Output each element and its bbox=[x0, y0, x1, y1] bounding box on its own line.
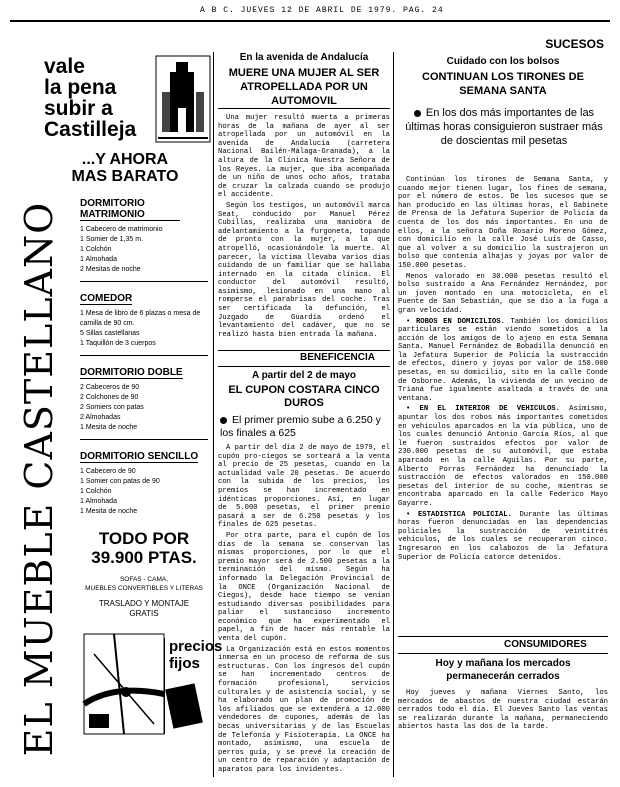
price-tag-icon bbox=[165, 683, 203, 728]
article-body bbox=[398, 689, 608, 775]
consumidores-rule bbox=[398, 636, 608, 637]
ad-extras bbox=[80, 575, 208, 593]
tagline-line: MAS BARATO bbox=[71, 168, 179, 185]
andalucia-article bbox=[218, 52, 390, 339]
ad-group-item: 1 Mesita de noche bbox=[80, 508, 138, 515]
ad-group-title: COMEDOR bbox=[80, 293, 133, 304]
ad-group-item: 2 Almohadas bbox=[80, 414, 121, 421]
ad-divider bbox=[80, 439, 208, 440]
ad-group-item: 1 Cabecero de 90 bbox=[80, 468, 136, 475]
column-rule-2 bbox=[393, 52, 394, 777]
ad-group-item: 1 Taquillón de 3 cuerpos bbox=[80, 340, 156, 347]
article-subhead bbox=[398, 106, 608, 148]
slogan-line: la pena bbox=[44, 76, 117, 99]
ad-group-item: 1 Colchón bbox=[80, 488, 112, 495]
paragraph-text: Durante las últimas horas fueron denunciadas en las dependencias policiales la sustracción de veintitrés vehículos, de los cuales se recuperaron cinco. Ingresaron en los calabozos de la Jefatura Superior de Policía catorce detenidos. bbox=[398, 510, 609, 562]
paragraph-text: También los domicilios particulares se están viendo sometidos a la acción de los amigos de lo ajeno en esta Semana Santa. Manuel Fernández de Bobadilla denunció en la Jefatura Superior de Policía la sustracción de efectos, dinero y joyas por valor de 150.000 pesetas, en su domicilio, sito en la calle Conde de Osborne. Además, la vivienda de un vecino de Triana fue igualmente asaltada a través de una ventana. bbox=[398, 317, 608, 403]
ad-group-title: DORMITORIO SENCILLO bbox=[80, 451, 199, 462]
paragraph-lead: • EN EL INTERIOR DE VEHICULOS. bbox=[406, 405, 560, 414]
article-subhead bbox=[218, 414, 390, 440]
ad-group-item: 1 Mesita de noche bbox=[80, 424, 138, 431]
consumidores-tag: CONSUMIDORES bbox=[504, 639, 587, 650]
paragraph-lead: • ESTADISTICA POLICIAL. bbox=[406, 510, 512, 519]
ad-group-item: 1 Mesa de libro de 6 plazas o mesa de camilla de 90 cm. bbox=[80, 310, 201, 327]
beneficencia-article bbox=[218, 370, 390, 775]
extras-line: SOFAS - CAMA, bbox=[119, 576, 169, 583]
article-headline: EL CUPON COSTARA CINCO DUROS bbox=[228, 384, 380, 409]
furniture-ad bbox=[14, 46, 223, 757]
slogan-line: subir a bbox=[44, 97, 113, 120]
body-paragraph bbox=[398, 405, 608, 508]
ad-group-item: 1 Cabecero de matrimonio bbox=[80, 226, 163, 233]
ad-group-item: 2 Mesitas de noche bbox=[80, 266, 141, 273]
article-body bbox=[398, 176, 608, 632]
bullet-icon bbox=[220, 417, 227, 424]
precios-line: precios bbox=[169, 638, 223, 655]
subhead-text: El primer premio sube a 6.250 y los finales a 625 bbox=[220, 414, 381, 439]
transport-line: TRASLADO Y MONTAJE bbox=[98, 599, 190, 608]
ad-group-item: 2 Colchones de 90 bbox=[80, 394, 139, 401]
ad-group-title: DORMITORIO MATRIMONIO bbox=[80, 198, 180, 221]
ad-group-item: 1 Almohada bbox=[80, 498, 117, 505]
ad-price bbox=[80, 529, 208, 567]
ad-divider bbox=[80, 355, 208, 356]
beneficencia-rule bbox=[218, 366, 390, 367]
ad-group bbox=[80, 198, 208, 275]
ad-group-item: 2 Cabeceros de 90 bbox=[80, 384, 140, 391]
subhead-text: En los dos más importantes de las últimas horas consiguieron sustraer más de doscientas mil pesetas bbox=[405, 107, 603, 147]
tagline-line: ...Y AHORA bbox=[81, 151, 169, 168]
paragraph-lead-text: ESTADISTICA POLICIAL. bbox=[417, 510, 512, 519]
cuidado-article bbox=[398, 56, 608, 634]
precios-box bbox=[164, 638, 223, 734]
body-paragraph: Según los testigos, un automóvil marca Seat, conducido por Manuel Pérez Cubillas, realizaba una maniobra de adelantamiento a la furgoneta, topando de pronto con la mujer, a la que atropelló, ocasionándole la muerte. Al parecer, la víctima llevaba varios días cuidando de un familiar que se hallaba internado en la citada clínica. El conductor del automóvil resultó, asimismo, lesionado en una mano al romperse el parabrisas del coche. Tras ser certificada la defunción, el Juzgado de Guardia ordenó el levantamiento del cadáver, que no se realizó hasta bien entrada la mañana. bbox=[218, 201, 390, 339]
ad-tagline bbox=[40, 151, 210, 185]
ad-group-item: 1 Somier de 1,35 m. bbox=[80, 236, 144, 243]
beneficencia-tag: BENEFICENCIA bbox=[300, 352, 376, 363]
ad-group-item: 1 Somier con patas de 90 bbox=[80, 478, 160, 485]
article-kicker: Cuidado con los bolsos bbox=[446, 56, 560, 67]
price-line: TODO POR bbox=[98, 529, 190, 548]
article-body bbox=[218, 114, 390, 339]
article-body bbox=[218, 444, 390, 774]
castle-illustration bbox=[154, 52, 212, 144]
beneficencia-rule bbox=[218, 350, 390, 351]
ad-group bbox=[80, 446, 208, 517]
article-kicker: A partir del 2 de mayo bbox=[251, 370, 357, 381]
body-paragraph: A partir del día 2 de mayo de 1979, el cupón pro-ciegos se sorteará a la venta al precio de 25 pesetas, cuando en la actualidad vale 20 pesetas. De acuerdo con la subida de los precios, los premios se han incrementado en idénticas proporciones. Así, en lugar de 5.000 pesetas, el primer premio pasará a ser de 6.250 pesetas y los finales de 625 pesetas. bbox=[218, 444, 390, 530]
paragraph-lead-text: EN EL INTERIOR DE VEHICULOS. bbox=[419, 405, 560, 414]
body-paragraph: Hoy jueves y mañana Viernes Santo, los mercados de abastos de nuestra ciudad estarán cerrados todo el día. El Jueves Santo las ventas se realizarán durante la mañana, permaneciendo abiertos hasta las dos de la tarde. bbox=[398, 689, 608, 732]
ad-group-item: 5 Sillas castellanas bbox=[80, 330, 140, 337]
ad-group-item: 2 Somiers con patas bbox=[80, 404, 144, 411]
ad-group bbox=[80, 362, 208, 433]
ad-transport bbox=[80, 599, 208, 619]
article-headline: CONTINUAN LOS TIRONES DE SEMANA SANTA bbox=[422, 71, 584, 97]
location-map bbox=[84, 634, 164, 734]
body-paragraph: Menos valorado en 30.000 pesetas resultó el bolso sustraído a Ana Fernández Hernández, por un joven montado en una motocicleta, en el Puente de San Sebastián, que se dio a la fuga a gran velocidad. bbox=[398, 272, 608, 315]
paragraph-lead: • ROBOS EN DOMICILIOS. bbox=[406, 317, 505, 326]
consumidores-rule bbox=[398, 653, 608, 654]
article-kicker: En la avenida de Andalucía bbox=[239, 52, 369, 63]
price-line: 39.900 PTAS. bbox=[91, 548, 197, 567]
extras-line: MUEBLES CONVERTIBLES Y LITERAS bbox=[85, 585, 203, 592]
body-paragraph: Por otra parte, para el cupón de los días de la semana se conservan las mismas proporciones, por lo que el premio mayor será de 2.500 pesetas a la terminación del mismo. Según ha informado la Delegación Provincial de la ONCE (Organización Nacional de Ciegos), desde hace tiempo se venían estudiando diversas posibilidades para paliar el sustancioso incremento económico que ha experimentado el papel, a fin de hacer más rentable la venta del cupón. bbox=[218, 531, 390, 644]
page-header: A B C. JUEVES 12 DE ABRIL DE 1979. PAG. 24 bbox=[200, 6, 444, 15]
transport-line: GRATIS bbox=[129, 609, 159, 618]
bullet-icon bbox=[414, 110, 421, 117]
consumidores-article bbox=[398, 657, 608, 777]
paragraph-lead-text: ROBOS EN DOMICILIOS. bbox=[415, 317, 505, 326]
section-tag: SUCESOS bbox=[545, 37, 604, 51]
precios-line: fijos bbox=[169, 655, 200, 672]
ad-group bbox=[80, 288, 208, 349]
headline-rule bbox=[218, 108, 390, 109]
paragraph-text: Asimismo, apuntar los dos robos más importantes cometidos en vehículos aparcados en la vía pública, uno de los cuales denunció Antonio García Ríos, al que le fueron sustraídos efectos por valor de 230.000 pesetas de su automóvil, que estaba aparcado en la calle Aguilas. Por su parte, Alberto Porras Fernández ha denunciado la sustracción de efectos valorados en 150.000 pesetas del interior de su coche, mientras se encontraba aparcado en la calle Federico Mayo Gayarre. bbox=[398, 405, 608, 508]
ad-group-item: 1 Colchón bbox=[80, 246, 112, 253]
ad-brand: EL MUEBLE CASTELLANO bbox=[17, 201, 61, 757]
ad-group-item: 1 Almohada bbox=[80, 256, 117, 263]
article-headline: MUERE UNA MUJER AL SER ATROPELLADA POR UN AUTOMOVIL bbox=[228, 67, 380, 107]
body-paragraph bbox=[398, 511, 608, 563]
slogan-line: vale bbox=[44, 55, 85, 78]
ad-group-title: DORMITORIO DOBLE bbox=[80, 367, 183, 378]
body-paragraph: La Organización está en estos momentos inmersa en un proceso de reforma de sus estructuras. Con los ingresos del cupón se han incrementado centros de formación profesional, servicios culturales y de asistencia social, y se ha elaborado un plan de promoción de los afiliados que se extenderá a 12.000 vendedores de cupones, además de las becas universitarias y de las Escuelas de Telefonía y Fisioterapia. La ONCE ha montado, asimismo, una escuela de perros guía, y se prevé la creación de un centro de reparación y adaptación de aparatos para los invidentes. bbox=[218, 645, 390, 774]
body-paragraph: Una mujer resultó muerta a primeras horas de la mañana de ayer al ser atropellada por un automóvil en la avenida de Andalucía (carretera Nacional Bailén-Málaga-Granada), a la altura de la Clínica Nuestra Señora de los Reyes. La mujer, que iba acompañada de un niño de unos ocho años, trataba de cruzar la calzada cuando se produjo el accidente. bbox=[218, 114, 390, 200]
article-headline: Hoy y mañana los mercados permanecerán cerrados bbox=[435, 658, 571, 682]
ad-divider bbox=[80, 281, 208, 282]
body-paragraph: Continúan los tirones de Semana Santa, y cuando mejor tienen lugar, los fines de semana, por el número de estos. De los sucesos que se han producido en las últimas horas, el Gabinete de Prensa de la Jefatura Superior de Policía da cuenta de los dos más importantes. En uno de ellos, a la señora Doña Rosario Moreno Gómez, con domicilio en la calle José Luis de Casso, que al volver a su domicilio la sustrajeron un bolso que contenía alhajas y joyas por valor de 150.000 pesetas. bbox=[398, 176, 608, 270]
top-rule bbox=[10, 20, 610, 22]
ad-listing bbox=[80, 198, 208, 619]
slogan-line: Castilleja bbox=[44, 118, 137, 141]
body-paragraph bbox=[398, 318, 608, 404]
